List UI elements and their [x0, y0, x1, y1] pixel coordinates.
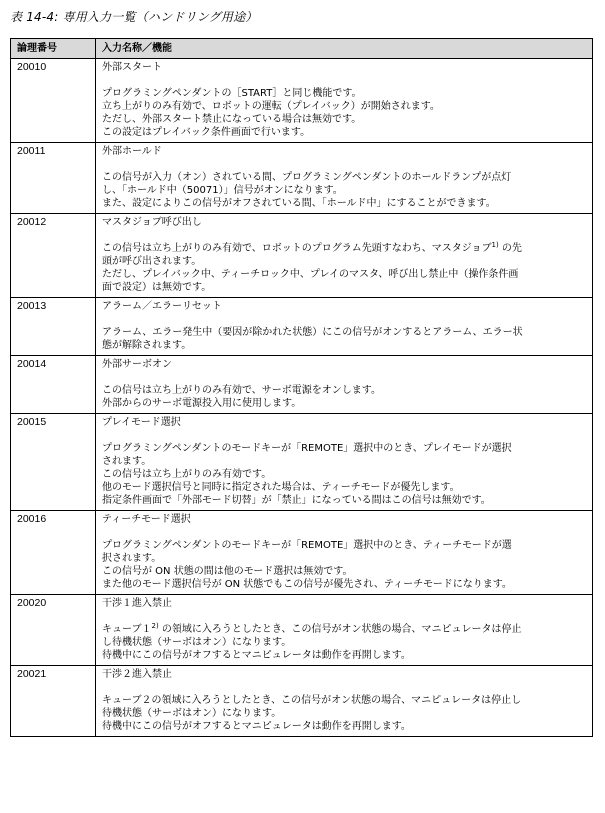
table-row — [11, 143, 593, 214]
description-text: また他のモード選択信号が ON 状態でもこの信号が優先され、ティーチモードになります。 — [102, 579, 512, 590]
function-description — [102, 539, 586, 591]
table-row — [11, 298, 593, 356]
input-function-cell — [96, 666, 593, 737]
description-text: し待機状態（サーボはオン）になります。 — [102, 637, 292, 648]
description-text: 待機中にこの信号がオフするとマニピュレータは動作を再開します。 — [102, 721, 411, 732]
description-line — [102, 397, 586, 410]
table-header-row — [11, 39, 593, 59]
description-line — [102, 481, 586, 494]
description-line — [102, 468, 586, 481]
table-row — [11, 59, 593, 143]
description-text: この信号が入力（オン）されている間、プログラミングペンダントのホールドランプが点灯 — [102, 172, 512, 183]
table-caption: 表 14-4: 専用入力一覧（ハンドリング用途） — [10, 10, 258, 24]
input-function-cell — [96, 414, 593, 511]
logical-number-cell: 20013 — [11, 298, 96, 356]
description-text: ただし、プレイバック中、ティーチロック中、プレイのマスタ、呼び出し禁止中（操作条件画 — [102, 269, 519, 280]
description-line — [102, 384, 586, 397]
description-text: 待機中にこの信号がオフするとマニピュレータは動作を再開します。 — [102, 650, 411, 661]
input-name: 外部サーボオン — [102, 359, 172, 370]
description-text: 他のモード選択信号と同時に指定された場合は、ティーチモードが優先します。 — [102, 482, 460, 493]
description-line — [102, 242, 586, 255]
input-name: 外部スタート — [102, 62, 162, 73]
description-text: 態が解除されます。 — [102, 340, 192, 351]
description-line — [102, 539, 586, 552]
table-row — [11, 414, 593, 511]
description-line — [102, 694, 586, 707]
description-text: キューブ１ — [102, 624, 152, 635]
description-text: プログラミングペンダントのモードキーが「REMOTE」選択中のとき、ティーチモードが選 — [102, 540, 512, 551]
input-function-cell — [96, 356, 593, 414]
description-line — [102, 126, 586, 139]
description-text: アラーム、エラー発生中（要因が除かれた状態）にこの信号がオンするとアラーム、エラー状 — [102, 327, 523, 338]
description-line — [102, 720, 586, 733]
input-name: ティーチモード選択 — [102, 514, 191, 525]
function-description — [102, 87, 586, 139]
input-name: 外部ホールド — [102, 146, 162, 157]
description-text: 頭が呼び出されます。 — [102, 256, 202, 267]
description-line — [102, 171, 586, 184]
input-name: マスタジョブ呼び出し — [102, 217, 202, 228]
description-text: また、設定によりこの信号がオフされている間、「ホールド中」にすることができます。 — [102, 198, 496, 209]
footnote-ref: 1) — [491, 241, 499, 249]
description-line — [102, 268, 586, 281]
function-description — [102, 694, 586, 733]
description-line — [102, 494, 586, 507]
logical-number-cell: 20010 — [11, 59, 96, 143]
function-description — [102, 242, 586, 294]
description-line — [102, 255, 586, 268]
description-line — [102, 326, 586, 339]
description-text: この信号は立ち上がりのみ有効で、ロボットのプログラム先頭すなわち、マスタジョブ — [102, 243, 492, 254]
description-text: 立ち上がりのみ有効で、ロボットの運転（プレイバック）が開始されます。 — [102, 101, 440, 112]
input-name: プレイモード選択 — [102, 417, 181, 428]
input-name: アラーム／エラーリセット — [102, 301, 222, 312]
input-name: 干渉２進入禁止 — [102, 669, 172, 680]
description-text: この設定はプレイバック条件画面で行います。 — [102, 127, 311, 138]
input-function-cell — [96, 298, 593, 356]
input-function-cell — [96, 511, 593, 595]
description-line — [102, 649, 586, 662]
description-text: この信号は立ち上がりのみ有効です。 — [102, 469, 272, 480]
input-function-cell — [96, 143, 593, 214]
description-text: プログラミングペンダントの［START］と同じ機能です。 — [102, 88, 362, 99]
description-line — [102, 707, 586, 720]
input-function-cell — [96, 595, 593, 666]
description-line — [102, 339, 586, 352]
description-text: ただし、外部スタート禁止になっている場合は無効です。 — [102, 114, 362, 125]
header-input-name-function: 入力名称／機能 — [96, 39, 593, 59]
description-line — [102, 281, 586, 294]
header-logical-number: 論理番号 — [11, 39, 96, 59]
description-text: キューブ２の領域に入ろうとしたとき、この信号がオン状態の場合、マニピュレータは停止し — [102, 695, 522, 706]
function-description — [102, 326, 586, 352]
description-text: されます。 — [102, 456, 152, 467]
logical-number-cell: 20014 — [11, 356, 96, 414]
description-text: 択されます。 — [102, 553, 162, 564]
description-text: この信号が ON 状態の間は他のモード選択は無効です。 — [102, 566, 353, 577]
description-text: この信号は立ち上がりのみ有効で、サーボ電源をオンします。 — [102, 385, 381, 396]
description-line — [102, 623, 586, 636]
input-function-cell — [96, 214, 593, 298]
description-text: の先 — [498, 243, 522, 254]
description-line — [102, 113, 586, 126]
description-text: の領域に入ろうとしたとき、この信号がオン状態の場合、マニピュレータは停止 — [158, 624, 522, 635]
description-line — [102, 636, 586, 649]
table-row — [11, 666, 593, 737]
table-row — [11, 511, 593, 595]
description-text: 面で設定）は無効です。 — [102, 282, 212, 293]
description-line — [102, 578, 586, 591]
logical-number-cell: 20015 — [11, 414, 96, 511]
logical-number-cell: 20012 — [11, 214, 96, 298]
description-line — [102, 87, 586, 100]
description-line — [102, 100, 586, 113]
description-text: し、「ホールド中（50071）」信号がオンになります。 — [102, 185, 343, 196]
function-description — [102, 171, 586, 210]
table-row — [11, 214, 593, 298]
input-name: 干渉１進入禁止 — [102, 598, 172, 609]
description-text: 外部からのサーボ電源投入用に使用します。 — [102, 398, 302, 409]
logical-number-cell: 20011 — [11, 143, 96, 214]
description-line — [102, 552, 586, 565]
description-line — [102, 442, 586, 455]
function-description — [102, 384, 586, 410]
description-line — [102, 184, 586, 197]
function-description — [102, 442, 586, 507]
description-line — [102, 197, 586, 210]
logical-number-cell: 20020 — [11, 595, 96, 666]
dedicated-input-table — [10, 38, 593, 737]
table-row — [11, 356, 593, 414]
description-line — [102, 565, 586, 578]
description-line — [102, 455, 586, 468]
logical-number-cell: 20016 — [11, 511, 96, 595]
description-text: 待機状態（サーボはオン）になります。 — [102, 708, 282, 719]
description-text: プログラミングペンダントのモードキーが「REMOTE」選択中のとき、プレイモードが選択 — [102, 443, 512, 454]
input-function-cell — [96, 59, 593, 143]
table-row — [11, 595, 593, 666]
footnote-ref: 2) — [151, 622, 159, 630]
description-text: 指定条件画面で「外部モード切替」が「禁止」になっている間はこの信号は無効です。 — [102, 495, 491, 506]
function-description — [102, 623, 586, 662]
logical-number-cell: 20021 — [11, 666, 96, 737]
